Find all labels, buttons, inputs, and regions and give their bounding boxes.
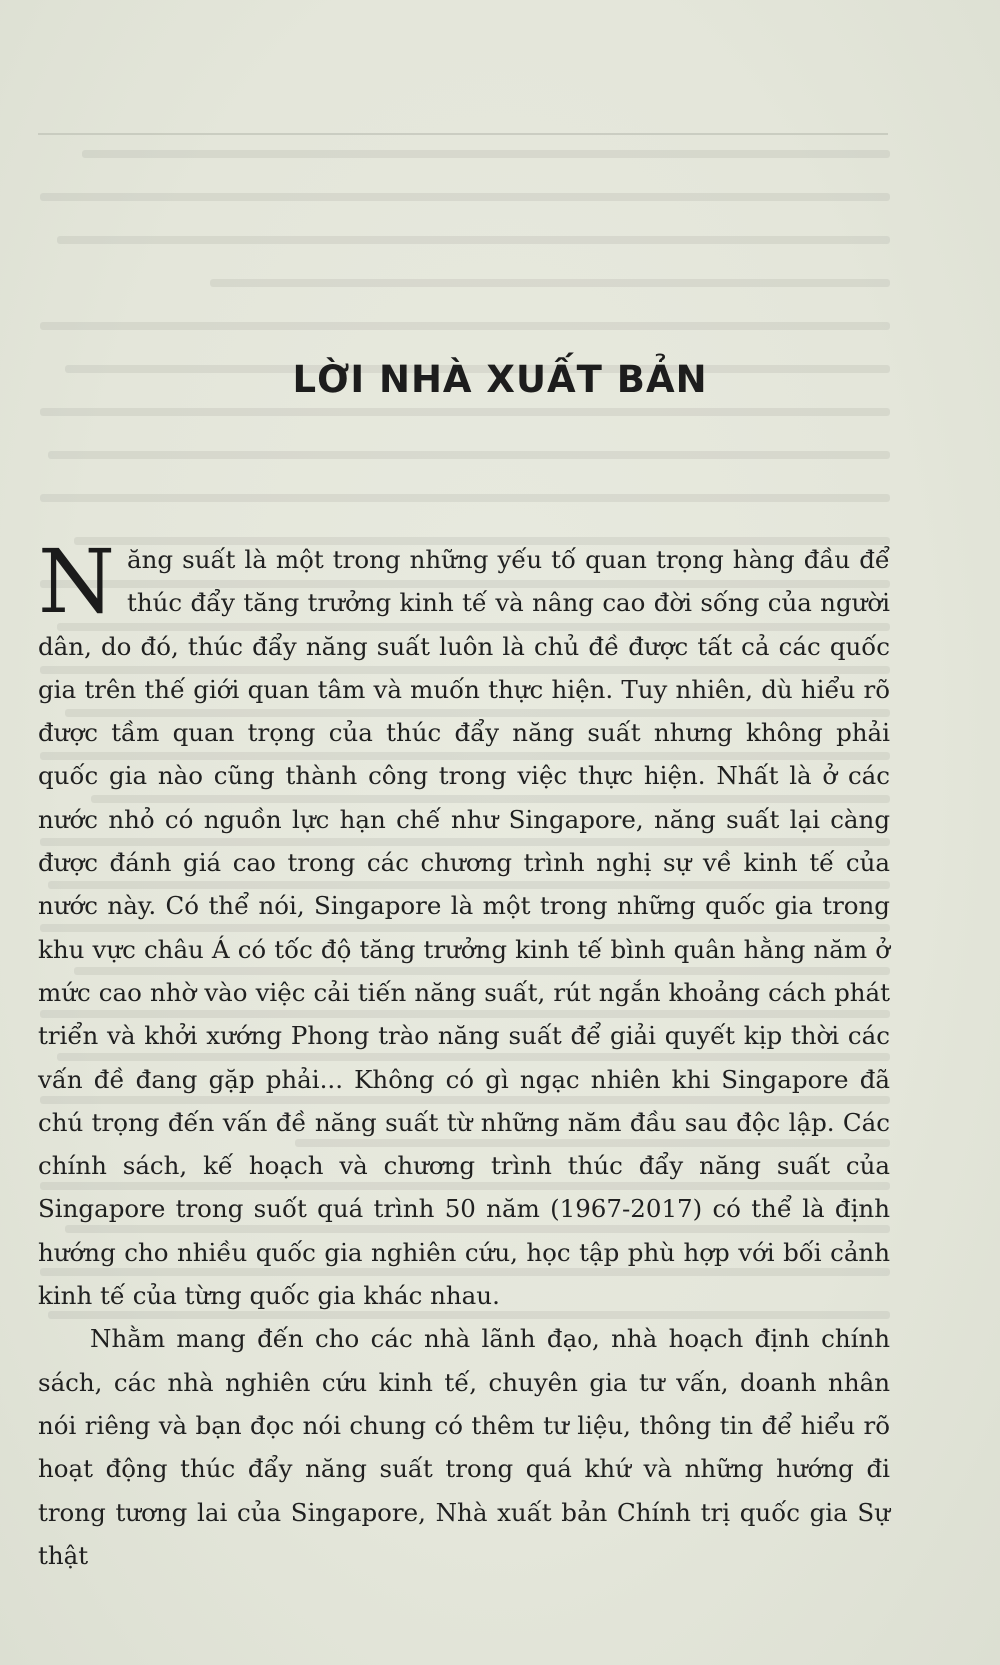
page-title: LỜI NHÀ XUẤT BẢN (292, 358, 708, 401)
paragraph-2: Nhằm mang đến cho các nhà lãnh đạo, nhà hoạch định chính sách, các nhà nghiên cứu kinh tế, chuyên gia tư vấn, doanh nhân nói riêng và bạn đọc nói chung có thêm tư liệu, thông tin để hiểu rõ hoạt động thúc đẩy năng suất trong quá khứ và những hướng đi trong tương lai của Singapore, Nhà xuất bản Chính trị quốc gia Sự thật (38, 1324, 890, 1570)
drop-cap: N (38, 530, 115, 633)
paragraph-1-text: ăng suất là một trong những yếu tố quan trọng hàng đầu để thúc đẩy tăng trưởng kinh tế và nâng cao đời sống của người dân, do đó, thúc đẩy năng suất luôn là chủ đề được tất cả các quốc gia trên thế giới quan tâm và muốn thực hiện. Tuy nhiên, dù hiểu rõ được tầm quan trọng của thúc đẩy năng suất nhưng không phải quốc gia nào cũng thành công trong việc thực hiện. Nhất là ở các nước nhỏ có nguồn lực hạn chế như Singapore, năng suất lại càng được đánh giá cao trong các chương trình nghị sự về kinh tế của nước này. Có thể nói, Singapore là một trong những quốc gia trong khu vực châu Á có tốc độ tăng trưởng kinh tế bình quân hằng năm ở mức cao nhờ vào việc cải tiến năng suất, rút ngắn khoảng cách phát triển và khởi xướng Phong trào năng suất để giải quyết kịp thời các vấn đề đang gặp phải... Không có gì ngạc nhiên khi Singapore đã chú trọng đến vấn đề năng suất từ những năm đầu sau độc lập. Các chính sách, kế hoạch và chương trình thúc đẩy năng suất của Singapore trong suốt quá trình 50 năm (1967-2017) có thể là định hướng cho nhiều quốc gia nghiên cứu, học tập phù hợp với bối cảnh kinh tế của từng quốc gia khác nhau. (38, 545, 890, 1311)
header-rule (38, 133, 888, 135)
body-text (38, 530, 890, 1577)
paragraph-1 (38, 530, 890, 1317)
